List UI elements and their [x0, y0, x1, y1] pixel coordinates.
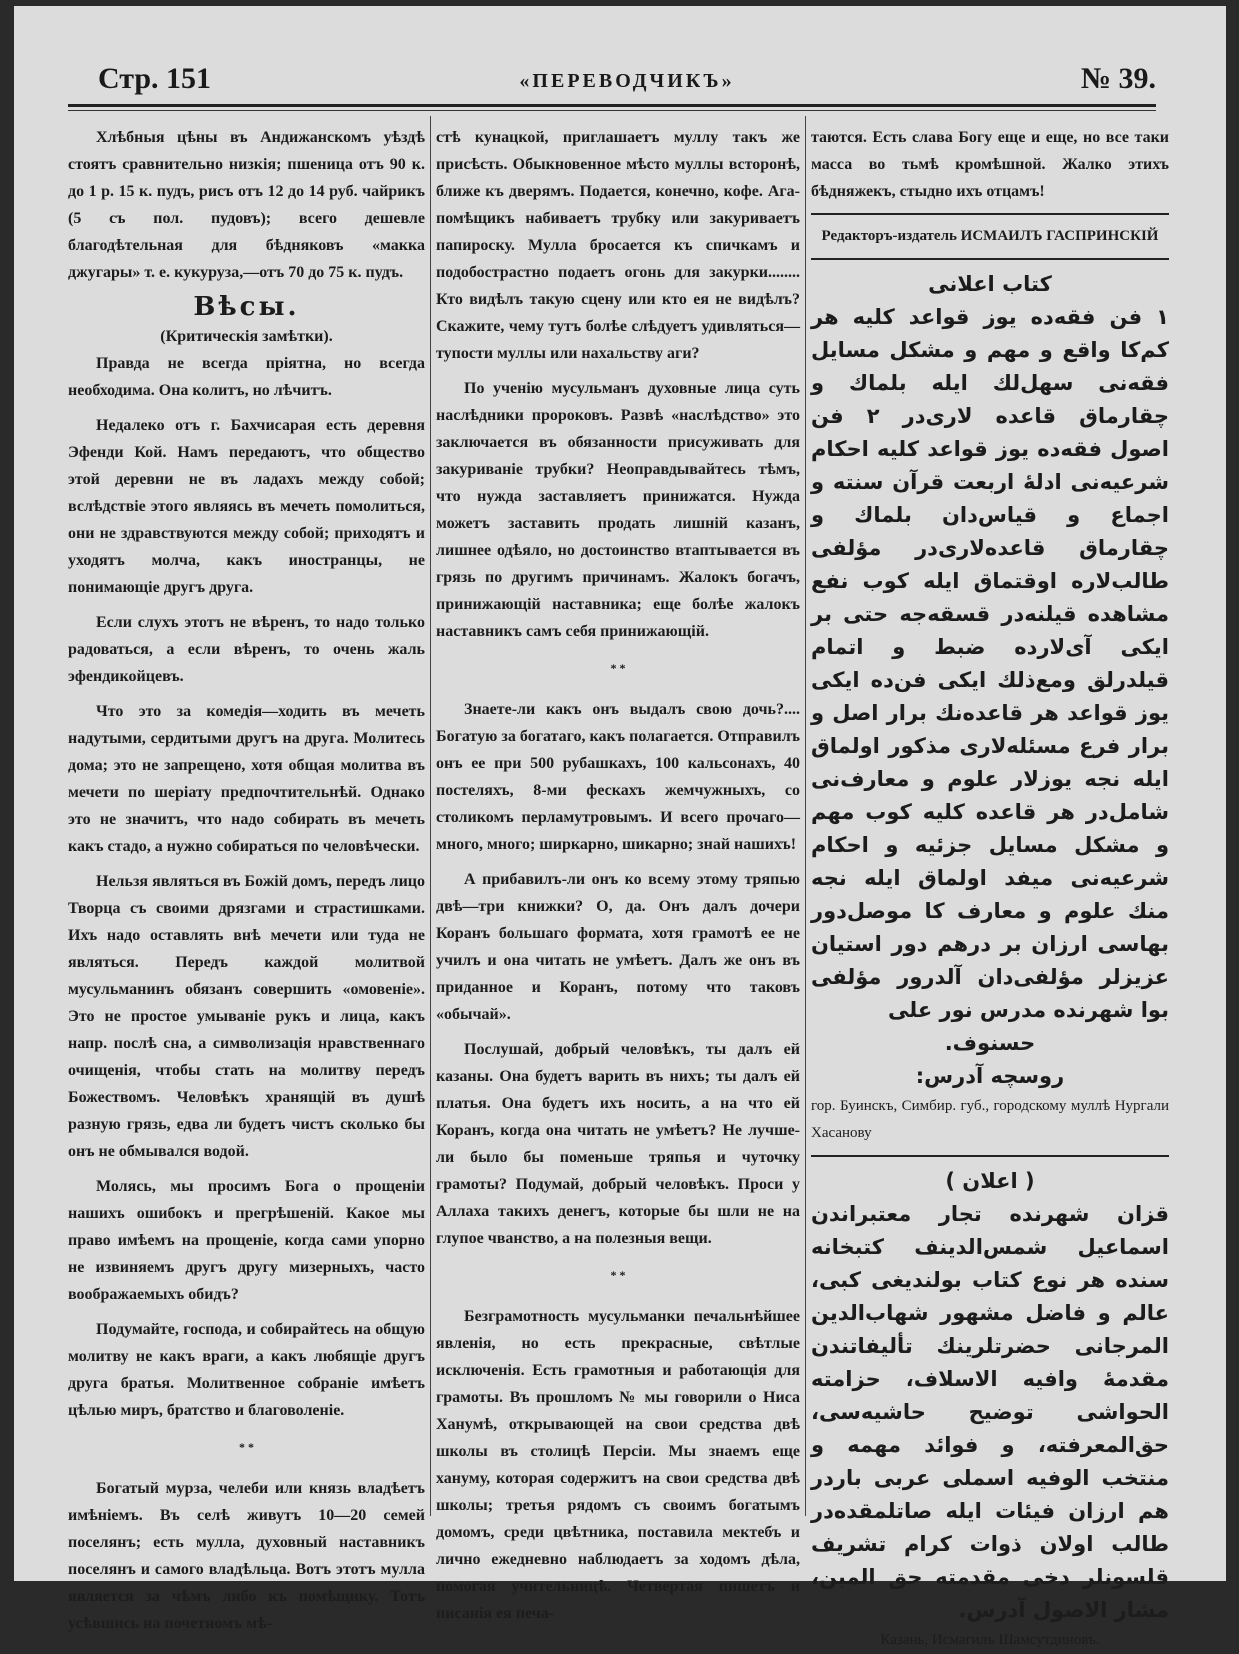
- advertisement-author: حسنوف.: [944, 1031, 1036, 1055]
- address: гор. Буинскъ, Симбир. губ., городскому муллѣ Нургали Хасанову: [811, 1098, 1169, 1141]
- newspaper-page: [14, 6, 1226, 1648]
- paragraph: Если слухъ этотъ не вѣренъ, то надо только радоваться, а если вѣренъ, то очень жаль эфендикойцевъ.: [68, 614, 425, 685]
- masthead: [98, 62, 1156, 106]
- paragraph: Что это за комедія—ходить въ мечеть надутыми, сердитыми другъ на друга. Молитесь дома; это не запрещено, хотя общая молитва въ мечети по шеріату предпочтительнѣй. Однако это не значитъ, что надо собирать въ мечеть какъ стадо, а нужно собираться по человѣчески.: [68, 703, 425, 855]
- header-rule-thin: [68, 110, 1156, 111]
- article-subtitle: (Критическія замѣтки).: [160, 328, 333, 345]
- newspaper-title: «ПЕРЕВОДЧИКЪ»: [519, 70, 735, 92]
- advertisement-title: کتاب اعلانی: [928, 272, 1052, 296]
- advertisement-title: ( اعلان ): [945, 1169, 1035, 1193]
- address-label: روسچه آدرس:: [915, 1064, 1065, 1088]
- divider: [811, 213, 1169, 215]
- advertisement-text: ۱ فن فقه‌ده یوز قواعد کلیه هر کم‌کا واقع و مهم و مشکل مسایل فقه‌نی سهل‌لك ایله بلماك و چقارماق قاعده لاری‌در ۲ فن اصول فقه‌ده یوز قواعد کلیه احکام شرعیه‌نی ادلهٔ اربعت قرآن سنته و اجماع و قیاس‌دان بلماك و چقارماق قاعده‌لاری‌در مؤلفی طالب‌لاره اوقتماق ایله کوب نفع مشاهده قیلنه‌در قسقه‌جه حتی بر ایکی آی‌لارده ضبط و اتمام قیلدرلق ومع‌ذلك ایکی فن‌ده ایکی یوز قواعد هر قاعده‌نك برار اصل و برار فرع مسئله‌لاری مذکور اولماق ایله نجه یوزلار علوم و معارف‌نی شامل‌در هر قاعده کلیه کوب مهم و مشکل مسایل جزئیه و احکام شرعیه‌نی میفد اولماق ایله نجه منك علوم و معارف کا موصل‌دور بهاسی ارزان بر درهم دور استیان عزیزلر مؤلفی‌دان آلدرور مؤلفی بوا شهرنده مدرس نور علی: [811, 305, 1169, 1022]
- section-separator: * *: [239, 1440, 254, 1454]
- address: Казань, Исмагилъ Шамсутдиновъ.: [880, 1632, 1100, 1648]
- paragraph: таются. Есть слава Богу еще и еще, но все таки масса во тьмѣ кромѣшной. Жалко этихъ бѣдняжекъ, стыдно ихъ отцамъ!: [811, 129, 1169, 200]
- column-divider: [430, 116, 431, 1516]
- paragraph: стѣ кунацкой, приглашаетъ муллу такъ же присѣсть. Обыкновенное мѣсто муллы всторонѣ, ближе къ дверямъ. Подается, конечно, кофе. Ага-помѣщикъ набиваетъ трубку или закуриваетъ папироску. Мулла бросается къ спичкамъ и подобострастно подаетъ огонь для закурки........ Кто видѣлъ такую сцену или кто ея не видѣлъ? Скажите, чему тутъ болѣе слѣдуетъ удивляться—тупости муллы или нахальству аги?: [436, 129, 800, 362]
- paragraph: Подумайте, господа, и собирайтесь на общую молитву не какъ враги, а какъ любящіе другъ друга братья. Молитвенное собраніе имѣетъ цѣлью миръ, братство и благоволеніе.: [68, 1321, 425, 1419]
- paragraph: Недалеко отъ г. Бахчисарая есть деревня Эфенди Кой. Намъ передаютъ, что общество этой деревни не въ ладахъ между собой; вслѣдствіе этого являясь въ мечеть помолиться, они не здравствуются между собой; приходятъ и уходятъ молча, какъ иностранцы, не понимающіе другъ друга.: [68, 417, 425, 596]
- advertisement-text: قزان شهرنده تجار معتبراندن اسماعیل شمس‌الدینف کتبخانه سنده هر نوع کتاب بولندیغی کبی، عالم و فاضل مشهور شهاب‌الدین المرجانی حضرتلرینك تألیفاتندن مقدمهٔ وافیه الاسلاف، حزامته الحواشی توضیح حاشیه‌سی، حق‌المعرفته، و فوائد مهمه و منتخب الوفیه اسملی عربی باردر هم ارزان فیئات ایله صاتلمقده‌در طالب اولان ذوات کرام تشریف قلسونلر دخی مقدمته حق المبن، مشار الاصول آدرس.: [811, 1202, 1169, 1622]
- paragraph: По ученію мусульманъ духовные лица суть наслѣдники пророковъ. Развѣ «наслѣдство» это заключается въ обязанности присуживать для закуриваніе трубки? Неоправдывайтесь тѣмъ, что нужда заставляетъ принижатся. Нужда можетъ заставить продать лишній казанъ, лишнее одѣяло, но достоинство втаптывается въ грязь по другимъ причинамъ. Жалокъ богачъ, принижающій наставника; еще болѣе жалокъ наставникъ самъ себя принижающій.: [436, 380, 800, 640]
- paragraph: Послушай, добрый человѣкъ, ты далъ ей казаны. Она будетъ варить въ нихъ; ты далъ ей платья. Она будетъ ихъ носить, а на что ей Коранъ, когда она читать не умѣетъ? Не лучше-ли было бы поменьше тряпья и чуточку грамоты? Подумай, добрый человѣкъ. Проси у Аллаха такихъ денегъ, которые бы шли не на глупое чванство, а на полезныя вещи.: [436, 1041, 800, 1247]
- header-rule: [68, 104, 1156, 107]
- page-number: Стр. 151: [98, 62, 212, 95]
- column-1: [68, 124, 425, 1645]
- column-3: [811, 124, 1169, 1654]
- issue-number: № 39.: [1080, 62, 1156, 95]
- column-divider: [805, 116, 806, 1516]
- paragraph: Нельзя являться въ Божій домъ, передъ лицо Творца съ своими дрязгами и страстишками. Ихъ надо оставлять внѣ мечети или туда не являться. Передъ каждой молитвой мусульманинъ обязанъ совершить «омовеніе». Это не простое умываніе рукъ и лица, какъ напр. послѣ сна, а символизація нравственнаго очищенія, чтобы стать на молитву передъ Божествомъ. Человѣкъ хранящій въ душѣ разную грязь, едва ли будетъ чистъ сколько бы онъ не обмывался водой.: [68, 873, 425, 1160]
- column-2: [436, 124, 800, 1635]
- article-title: Вѣсы.: [193, 292, 300, 322]
- editor-line: Редакторъ-издатель ИСМАИЛЪ ГАСПРИНСКІЙ: [821, 228, 1159, 244]
- paragraph: А прибавилъ-ли онъ ко всему этому тряпью двѣ—три книжки? О, да. Онъ далъ дочери Коранъ большаго формата, хотя грамотѣ ее не училъ и она читать не умѣетъ. Далъ же онъ въ приданное и Коранъ, потому что таковъ «обычай».: [436, 871, 800, 1023]
- paragraph: Молясь, мы просимъ Бога о прощеніи нашихъ ошибокъ и прегрѣшеній. Какое мы право имѣемъ на прощеніе, когда сами упорно не извиняемъ другъ другу мизерныхъ, часто воображаемыхъ обидъ?: [68, 1178, 425, 1303]
- divider: [811, 258, 1169, 260]
- divider: [811, 1155, 1169, 1157]
- paragraph: Знаете-ли какъ онъ выдалъ свою дочь?.... Богатую за богатаго, какъ полагается. Отправилъ онъ ее при 500 рубашкахъ, 100 кальсонахъ, 40 постеляхъ, 8-ми фескахъ жемчужныхъ, со столикомъ перламутровымъ. И всего прочаго—много, много; ширкарно, шикарно; знай нашихъ!: [436, 701, 800, 853]
- paragraph: Хлѣбныя цѣны въ Андижанскомъ уѣздѣ стоятъ сравнительно низкія; пшеница отъ 90 к. до 1 р. 15 к. пудъ, рисъ отъ 12 до 14 руб. чайрикъ (5 съ пол. пудовъ); всего дешевле благодѣтельная для бѣдняковъ «макка джугары» т. е. кукуруза,—отъ 70 до 75 к. пудъ.: [68, 129, 425, 281]
- section-separator: * *: [610, 661, 626, 675]
- paragraph: Безграмотность мусульманки печальнѣйшее явленія, но есть прекрасные, свѣтлые исключенія. Есть грамотныя и работающія для грамоты. Въ прошломъ № мы говорили о Ниса Ханумѣ, открывающей на свои средства двѣ школы въ столицѣ Персіи. Мы знаемъ еще хануму, которая содержитъ на свои средства двѣ школы; третья рядомъ съ своимъ богатымъ домомъ, среди цвѣтника, поставила мектебъ и лично ежедневно наблюдаетъ за ходомъ дѣла, помогая учительницѣ. Четвертая пишетъ и писанія ея печа-: [436, 1308, 800, 1622]
- paragraph: Правда не всегда пріятна, но всегда необходима. Она колитъ, но лѣчитъ.: [68, 355, 425, 399]
- paragraph: Богатый мурза, челеби или князь владѣетъ имѣніемъ. Въ селѣ живутъ 10—20 семей поселянъ; есть мулла, духовный наставникъ поселянъ и самого владѣльца. Вотъ этотъ мулла является за чѣмъ либо къ помѣщику. Тотъ усѣвшись на почетномъ мѣ-: [68, 1480, 425, 1632]
- section-separator: * *: [610, 1268, 626, 1282]
